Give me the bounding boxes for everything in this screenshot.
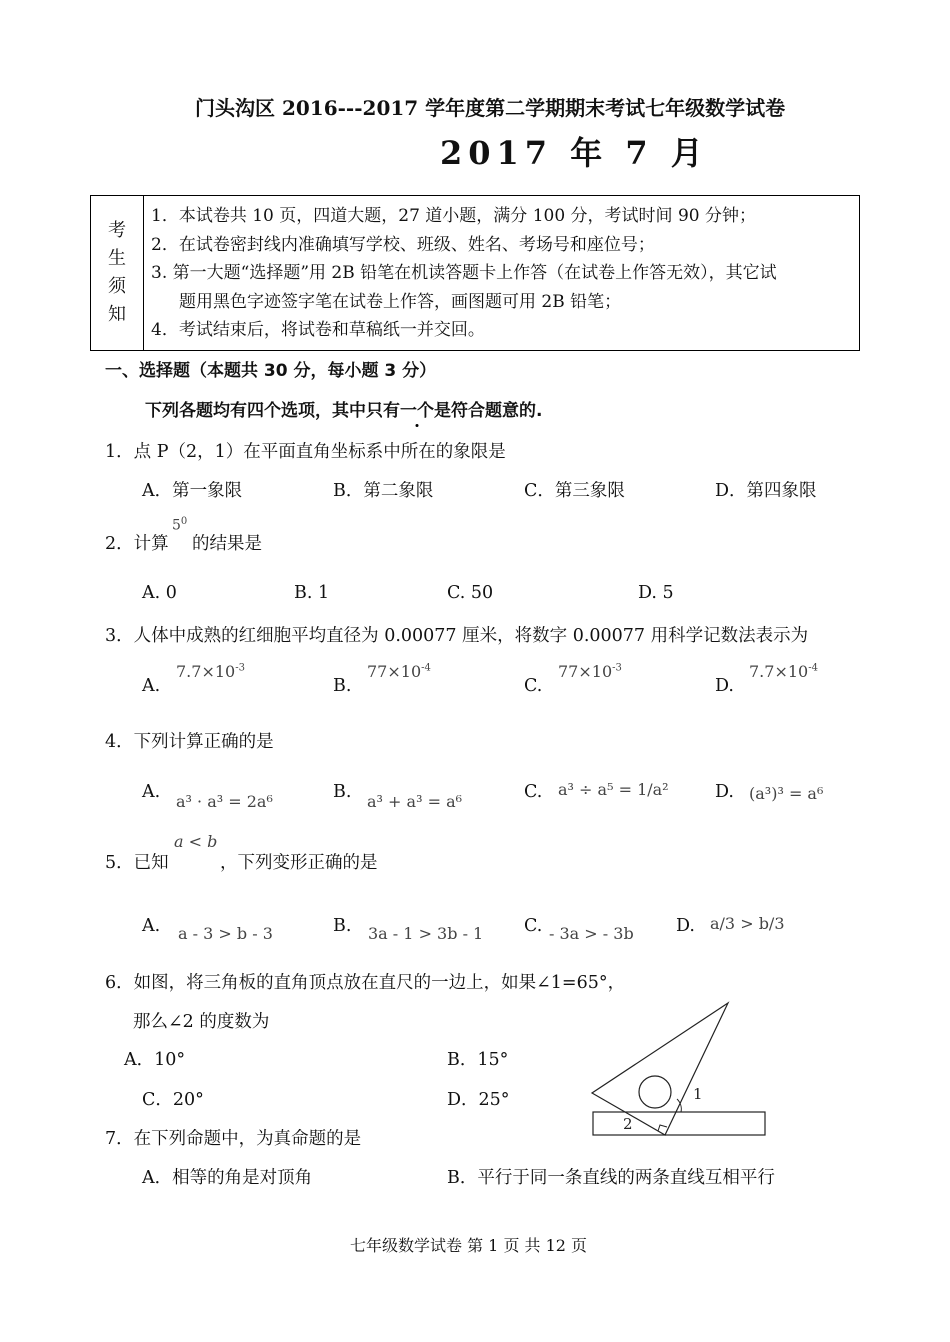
notice-item: 题用黑色字迹签字笔在试卷上作答，画图题可用 2B 铅笔； — [179, 291, 622, 312]
q2-option-d: D. 5 — [638, 583, 674, 603]
notice-item: 4．考试结束后，将试卷和草稿纸一并交回。 — [151, 320, 485, 340]
instruction-emph: 一个 — [400, 401, 434, 421]
q1-option-c: C．第三象限 — [524, 481, 625, 501]
q3-d-exp: -4 — [808, 662, 818, 674]
q1-option-b: B．第二象限 — [333, 481, 434, 501]
question-4-stem: 4．下列计算正确的是 — [105, 732, 274, 752]
right-angle-mark — [658, 1125, 667, 1131]
notice-label-char: 生 — [108, 248, 126, 269]
q1-option-a: A．第一象限 — [142, 481, 243, 501]
q3-option-a-expr — [176, 662, 245, 681]
q4-option-a-expr: a³ · a³ = 2a⁶ — [176, 792, 273, 811]
set-square — [592, 1003, 728, 1135]
instruction-post: 是符合题意的. — [434, 401, 543, 421]
q5-option-d-letter: D. — [676, 916, 695, 936]
notice-label — [91, 196, 144, 350]
q3-c-exp: -3 — [612, 662, 622, 674]
q5-option-b-letter: B. — [333, 916, 352, 936]
notice-label-char: 考 — [108, 220, 126, 241]
q5-option-a-expr: a - 3 > b - 3 — [178, 924, 273, 943]
q5-stem-pre: 5．已知 — [105, 853, 169, 873]
q3-option-c-letter: C. — [524, 676, 543, 696]
notice-item: 3. 第一大题“选择题”用 2B 铅笔在机读答题卡上作答（在试卷上作答无效），其它试 — [151, 263, 777, 283]
q6-option-b: B．15° — [447, 1050, 509, 1070]
question-7-stem: 7．在下列命题中，为真命题的是 — [105, 1129, 362, 1149]
q1-option-d: D．第四象限 — [715, 481, 817, 501]
exam-date: 2017 年 7 月 — [440, 134, 709, 172]
q7-option-a: A．相等的角是对顶角 — [142, 1168, 313, 1188]
q2-stem-post: 的结果是 — [192, 534, 262, 554]
instruction-pre: 下列各题均有四个选项，其中只有 — [145, 401, 400, 421]
notice-label-char: 知 — [108, 304, 126, 325]
q2-option-a: A. 0 — [142, 583, 177, 603]
question-1-stem: 1．点 P（2，1）在平面直角坐标系中所在的象限是 — [105, 442, 506, 462]
q3-option-b-expr — [367, 662, 431, 681]
ruler — [593, 1112, 765, 1135]
q5-option-c-letter: C. — [524, 916, 543, 936]
q3-option-c-expr — [558, 662, 622, 681]
candidate-notice-box — [90, 195, 860, 351]
q3-option-d-expr — [749, 662, 818, 681]
q2-option-b: B. 1 — [294, 583, 330, 603]
notice-label-char: 须 — [108, 276, 126, 297]
q3-option-d-letter: D. — [715, 676, 734, 696]
set-square-hole — [639, 1076, 671, 1108]
triangle-ruler-figure — [585, 995, 775, 1140]
q6-option-a: A．10° — [124, 1050, 186, 1070]
q3-d-base: 7.7×10 — [749, 662, 809, 681]
q2-expr-base: 5 — [172, 517, 181, 534]
q5-condition: a < b — [174, 832, 218, 851]
q5-option-c-expr: - 3a > - 3b — [549, 924, 634, 943]
exam-title: 门头沟区 2016---2017 学年度第二学期期末考试七年级数学试卷 — [195, 96, 786, 120]
q7-option-b: B．平行于同一条直线的两条直线互相平行 — [447, 1168, 775, 1188]
question-3-stem: 3．人体中成熟的红细胞平均直径为 0.00077 厘米，将数字 0.00077 用科学记数法表示为 — [105, 626, 809, 646]
q3-c-base: 77×10 — [558, 662, 613, 681]
q3-a-base: 7.7×10 — [176, 662, 236, 681]
q4-option-d-expr: (a³)³ = a⁶ — [749, 784, 824, 803]
section-instruction — [145, 396, 542, 421]
notice-item: 2．在试卷密封线内准确填写学校、班级、姓名、考场号和座位号； — [151, 234, 655, 255]
angle-2-label: 2 — [623, 1115, 633, 1133]
notice-items — [151, 202, 777, 345]
q3-b-exp: -4 — [421, 662, 431, 674]
q4-option-b-expr: a³ + a³ = a⁶ — [367, 792, 463, 811]
q4-option-c-expr: a³ ÷ a⁵ = 1/a² — [558, 780, 669, 799]
q4-option-a-letter: A. — [142, 782, 161, 802]
q6-option-d: D．25° — [447, 1090, 510, 1110]
q3-option-a-letter: A. — [142, 676, 161, 696]
q2-stem-pre: 2．计算 — [105, 534, 169, 554]
page-footer: 七年级数学试卷 第 1 页 共 12 页 — [350, 1236, 588, 1255]
q5-option-b-expr: 3a - 1 > 3b - 1 — [368, 924, 484, 943]
question-6-stem-2: 那么∠2 的度数为 — [133, 1012, 270, 1032]
notice-item: 1．本试卷共 10 页，四道大题，27 道小题，满分 100 分，考试时间 90 分钟； — [151, 206, 756, 226]
q6-option-c: C．20° — [142, 1090, 204, 1110]
question-6-stem-1: 6．如图，将三角板的直角顶点放在直尺的一边上，如果∠1=65°， — [105, 973, 626, 993]
section-title: 一、选择题（本题共 30 分，每小题 3 分） — [105, 361, 437, 381]
q2-expression — [172, 516, 187, 534]
angle-1-label: 1 — [693, 1085, 703, 1103]
q4-option-d-letter: D. — [715, 782, 734, 802]
q3-a-exp: -3 — [235, 662, 245, 674]
q4-option-b-letter: B. — [333, 782, 352, 802]
q5-stem-post: ，下列变形正确的是 — [220, 853, 378, 873]
q4-option-c-letter: C. — [524, 782, 543, 802]
q2-option-c: C. 50 — [447, 583, 494, 603]
q2-expr-exp: 0 — [180, 516, 188, 527]
q5-option-a-letter: A. — [142, 916, 161, 936]
q3-option-b-letter: B. — [333, 676, 352, 696]
q5-option-d-expr: a/3 > b/3 — [710, 914, 785, 933]
q3-b-base: 77×10 — [367, 662, 422, 681]
